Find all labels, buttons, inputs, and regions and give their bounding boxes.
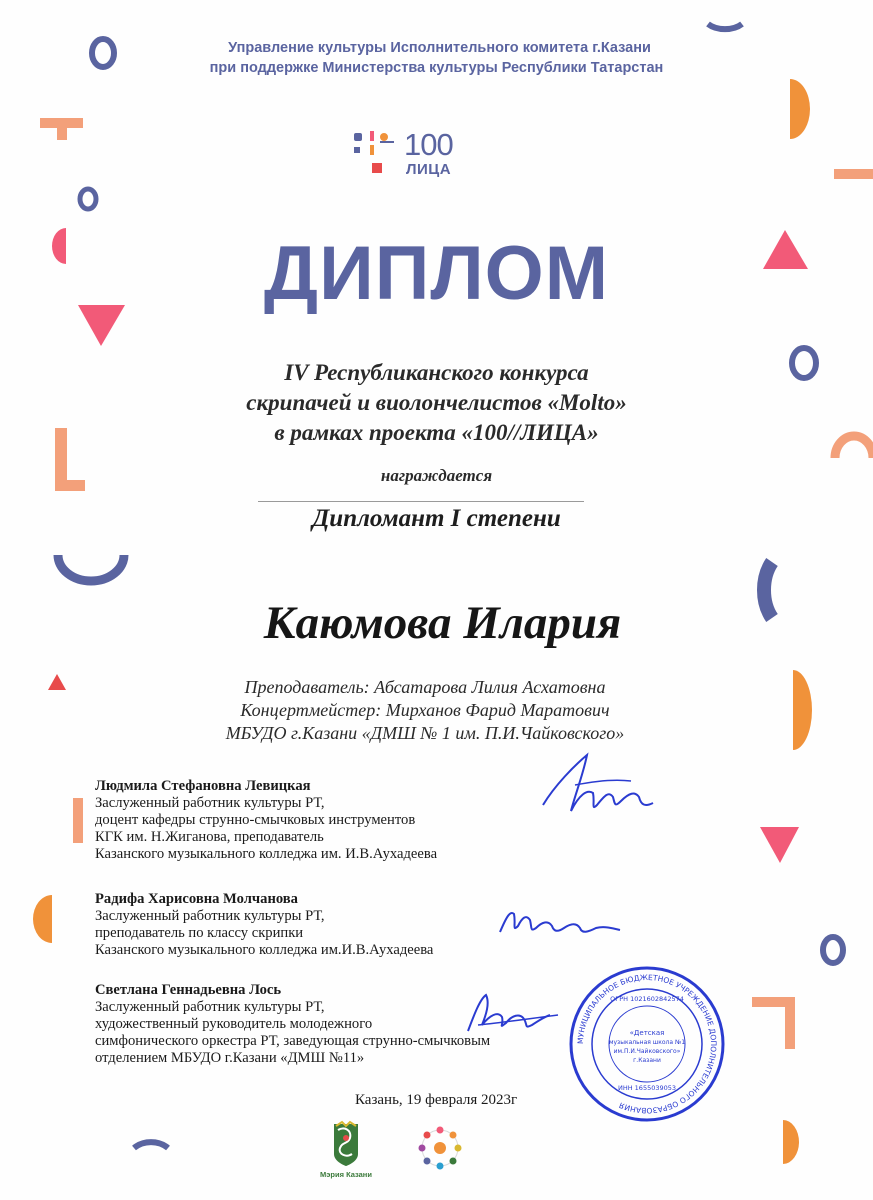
deco-red-triangle-left	[48, 674, 66, 690]
jury-title-line: симфонического оркестра РТ, заведующая струнно-смычковым	[95, 1033, 491, 1049]
issuer-line-2: при поддержке Министерства культуры Республики Татарстан	[209, 60, 664, 76]
jury-name: Радифа Харисовна Молчанова	[95, 891, 298, 907]
stamp-inn: ИНН 1655039053	[617, 1084, 677, 1092]
diploma-title: ДИПЛОМ	[263, 231, 610, 316]
deco-salmon-bar-left-stem	[57, 118, 67, 140]
deco-navy-o-right-2	[823, 937, 843, 963]
culture-year-logo-icon	[415, 1123, 465, 1173]
issuer-line-1: Управление культуры Исполнительного комитета г.Казани	[228, 40, 651, 56]
issuer-header	[0, 38, 873, 78]
deco-navy-arc-left	[58, 555, 124, 581]
signature-3	[458, 985, 568, 1045]
award-degree: Дипломант I степени	[312, 505, 561, 532]
mayor-kazan-logo	[312, 1120, 380, 1190]
logo-mark-icon	[350, 125, 402, 185]
divider-line	[258, 501, 584, 502]
signature-2	[492, 898, 632, 958]
logo-number: 100	[404, 127, 453, 162]
stamp-center-line: музыкальная школа №1	[608, 1039, 686, 1046]
deco-orange-half-right-bottom	[783, 1120, 799, 1164]
contest-description	[0, 358, 873, 448]
official-stamp	[568, 965, 726, 1123]
deco-salmon-bar-right-2-stem	[785, 997, 795, 1049]
contest-line: скрипачей и виолончелистов «Molto»	[246, 390, 627, 415]
teachers-block	[180, 676, 670, 745]
deco-orange-half-top-right	[790, 79, 810, 139]
project-logo	[350, 125, 480, 185]
jury-title-line: Заслуженный работник культуры РТ,	[95, 908, 325, 924]
teacher-line: Преподаватель: Абсатарова Лилия Асхатовна	[244, 677, 606, 697]
deco-salmon-bar-left-2	[73, 798, 83, 843]
stamp-center-line: г.Казани	[633, 1057, 661, 1064]
jury-title-line: преподаватель по классу скрипки	[95, 925, 304, 941]
jury-title-line: художественный руководитель молодежного	[95, 1016, 373, 1032]
awarded-label: награждается	[380, 466, 493, 485]
jury-member-1	[95, 778, 437, 863]
accompanist-line: Концертмейстер: Мирханов Фарид Маратович	[240, 700, 610, 720]
deco-navy-o-small-left	[80, 189, 96, 209]
signature-1	[535, 745, 675, 825]
jury-title-line: КГК им. Н.Жиганова, преподаватель	[95, 829, 324, 845]
deco-orange-half-right	[793, 670, 812, 750]
school-line: МБУДО г.Казани «ДМШ № 1 им. П.И.Чайковского»	[225, 723, 625, 743]
contest-line: в рамках проекта «100//ЛИЦА»	[274, 420, 599, 445]
jury-title-line: Заслуженный работник культуры РТ,	[95, 795, 325, 811]
deco-orange-half-left	[33, 895, 52, 943]
stamp-ring-text: МУНИЦИПАЛЬНОЕ БЮДЖЕТНОЕ УЧРЕЖДЕНИЕ ДОПОЛНИТЕЛЬНОГО ОБРАЗОВАНИЯ	[575, 972, 719, 1116]
contest-line: IV Республиканского конкурса	[284, 360, 589, 385]
jury-member-2	[95, 891, 433, 959]
deco-navy-arc-left-bottom	[134, 1142, 168, 1148]
stamp-center-line: «Детская	[629, 1029, 665, 1037]
stamp-center-line: им.П.И.Чайковского»	[613, 1048, 681, 1055]
jury-name: Светлана Геннадьевна Лось	[95, 982, 282, 998]
jury-title-line: отделением МБУДО г.Казани «ДМШ №11»	[95, 1050, 365, 1066]
deco-navy-arc-top-right	[708, 24, 742, 29]
jury-title-line: Заслуженный работник культуры РТ,	[95, 999, 325, 1015]
recipient-name: Каюмова Илария	[263, 597, 622, 649]
mayor-caption: Мэрия Казани	[320, 1170, 372, 1179]
kazan-emblem-icon	[312, 1120, 380, 1170]
jury-title-line: Казанского музыкального колледжа им. И.В.Аухадеева	[95, 846, 438, 862]
deco-pink-triangle-right-2	[760, 827, 799, 863]
jury-title-line: Казанского музыкального колледжа им.И.В.Аухадеева	[95, 942, 434, 958]
stamp-ogrn: ОГРН 1021602842574	[610, 995, 684, 1003]
jury-name: Людмила Стефановна Левицкая	[95, 778, 311, 794]
deco-salmon-bar-right	[834, 169, 873, 179]
place-and-date: Казань, 19 февраля 2023г	[355, 1092, 518, 1108]
jury-title-line: доцент кафедры струнно-смычковых инструментов	[95, 812, 416, 828]
logo-word: ЛИЦА	[406, 161, 452, 178]
jury-member-3	[95, 982, 490, 1067]
